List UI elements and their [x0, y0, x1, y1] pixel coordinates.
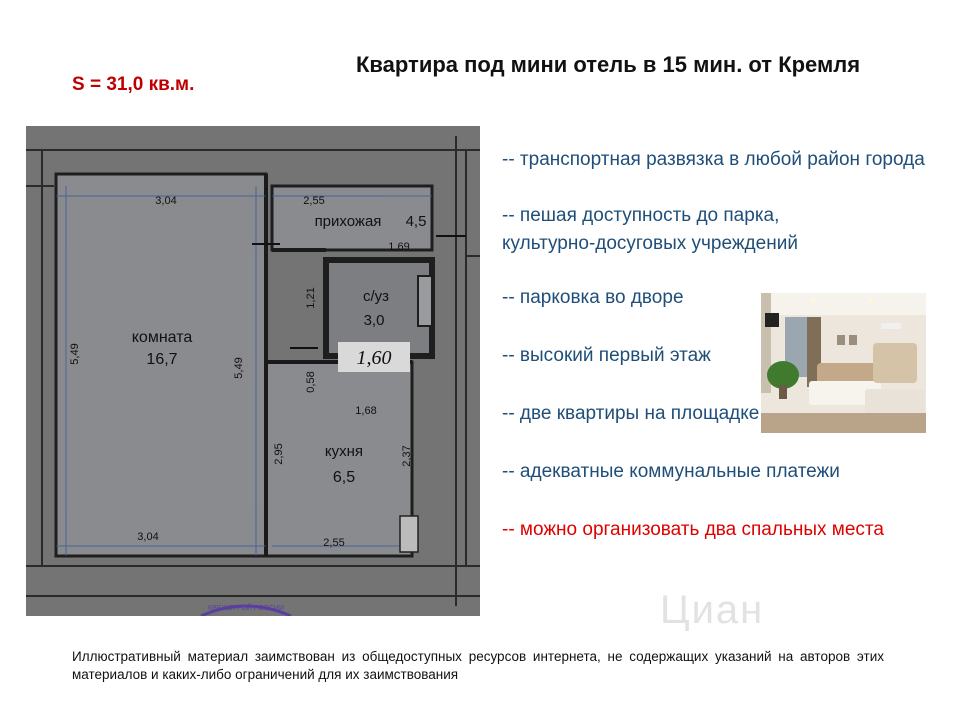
dimension-label: 5,49 [69, 343, 81, 365]
dimension-label: 2,95 [273, 443, 285, 465]
room-name-suz: с/уз [362, 288, 390, 305]
feature-utilities: -- адекватные коммунальные платежи [502, 461, 840, 482]
feature-first-floor: -- высокий первый этаж [502, 345, 711, 366]
page-title: Квартира под мини отель в 15 мин. от Кремля [356, 52, 861, 77]
watermark: Циан [660, 588, 765, 632]
feature-two-apartments: -- две квартиры на площадке [502, 403, 760, 424]
dimension-label: 5,49 [233, 357, 245, 379]
feature-two-beds: -- можно организовать два спальных места [502, 519, 884, 540]
feature-park: -- пешая доступность до парка, культурно-досуговых учреждений [502, 205, 798, 254]
area-label: S = 31,0 кв.м. [72, 74, 195, 95]
dimension-label: 1,68 [355, 405, 377, 417]
feature-parking: -- парковка во дворе [502, 287, 684, 308]
dimension-label: 2,55 [323, 537, 345, 549]
dimension-label: 2,55 [303, 195, 325, 207]
room-name-prihozhaya: прихожая [314, 213, 382, 230]
room-area-prihozhaya: 4,5 [405, 213, 427, 230]
dimension-label: 2,37 [401, 445, 413, 467]
floor-plan [26, 126, 480, 616]
room-name-komnata: комната [131, 329, 193, 346]
dimension-label: 3,04 [155, 195, 177, 207]
dimension-label: 0,58 [305, 371, 317, 393]
dimension-label: 1,69 [388, 241, 410, 253]
room-area-suz: 3,0 [363, 312, 385, 329]
room-name-kuhnya: кухня [324, 443, 364, 460]
footer-disclaimer: Иллюстративный материал заимствован из общедоступных ресурсов интернета, не содержащих указаний на авторов этих материалов и каких-либо ограничений для их заимствования [72, 649, 884, 682]
stamp-text: КВЕЖСТРОЙ РОССИИ [208, 605, 284, 612]
dimension-label: 3,04 [137, 531, 159, 543]
feature-transport: -- транспортная развязка в любой район города [502, 149, 925, 170]
room-area-komnata: 16,7 [146, 351, 178, 368]
room-area-kuhnya: 6,5 [332, 469, 356, 486]
dimension-label: 1,21 [305, 287, 317, 309]
handwritten-note: 1,60 [356, 347, 392, 369]
bedroom-photo [761, 293, 926, 433]
